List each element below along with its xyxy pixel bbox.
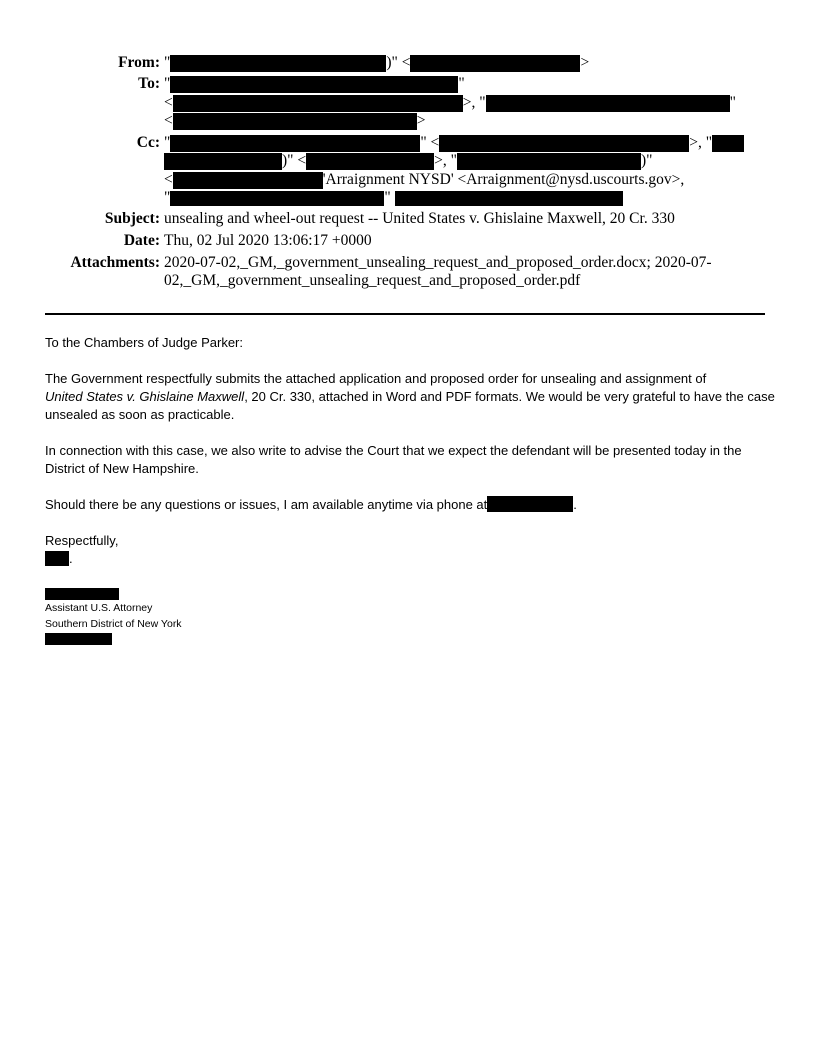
redaction xyxy=(170,76,458,93)
attachments-line1[interactable]: 2020-07-02,_GM,_government_unsealing_request_and_proposed_order.docx; 2020-07- xyxy=(164,254,712,271)
to-value-line3: < > xyxy=(164,112,426,129)
cc-label: Cc: xyxy=(136,134,160,151)
redaction xyxy=(45,633,112,645)
subject-value: unsealing and wheel-out request -- United States v. Ghislaine Maxwell, 20 Cr. 330 xyxy=(164,210,675,227)
closing-text: Respectfully, xyxy=(45,533,119,548)
p1-text-cont: , 20 Cr. 330, attached in Word and PDF formats. We would be very grateful to have the case unsealed as soon as practicable. xyxy=(45,389,775,422)
initials-period: . xyxy=(69,551,73,566)
redaction xyxy=(173,95,463,112)
cc-value-line2: )" < >, " )" xyxy=(164,152,652,170)
redaction xyxy=(487,496,573,512)
redaction xyxy=(173,113,417,130)
greeting xyxy=(45,334,775,352)
date-label: Date: xyxy=(123,232,160,249)
redaction xyxy=(712,135,744,152)
redaction xyxy=(164,153,282,170)
to-value-line1: " " xyxy=(164,75,465,92)
date-value: Thu, 02 Jul 2020 13:06:17 +0000 xyxy=(164,232,372,249)
cc-arraignment: 'Arraignment NYSD' <Arraignment@nysd.uscourts.gov>, xyxy=(322,171,685,188)
p1-case-name: United States v. Ghislaine Maxwell xyxy=(45,389,245,404)
redaction xyxy=(170,191,384,206)
attachments-label: Attachments: xyxy=(70,254,160,271)
p3-period: . xyxy=(573,497,577,512)
redaction xyxy=(457,153,641,170)
signature-title: Assistant U.S. Attorney xyxy=(45,602,153,614)
redaction xyxy=(173,172,323,189)
redaction xyxy=(486,95,730,112)
cc-value-line3: < 'Arraignment NYSD' <Arraignment@nysd.uscourts.gov>, xyxy=(164,171,685,188)
paragraph-3 xyxy=(45,496,775,514)
from-label: From: xyxy=(118,54,160,71)
redaction xyxy=(439,135,689,152)
redaction xyxy=(410,55,580,72)
header-divider xyxy=(45,313,765,315)
attachments-line2[interactable]: 02,_GM,_government_unsealing_request_and_proposed_order.pdf xyxy=(164,272,581,289)
closing xyxy=(45,532,775,550)
from-value: " )" < > xyxy=(164,54,590,71)
p2-text: In connection with this case, we also write to advise the Court that we expect the defendant will be presented today in the District of New Hampshire. xyxy=(45,443,742,476)
redaction xyxy=(395,191,623,206)
paragraph-2 xyxy=(45,442,775,478)
greeting-text: To the Chambers of Judge Parker: xyxy=(45,335,243,350)
cc-value-line4: " " xyxy=(164,189,623,207)
p1-text: The Government respectfully submits the attached application and proposed order for unsealing and assignment of xyxy=(45,371,707,386)
subject-label: Subject: xyxy=(104,210,160,227)
paragraph-1 xyxy=(45,370,775,424)
redaction xyxy=(170,135,420,152)
to-value-line2: < >, " " xyxy=(164,94,736,111)
to-label: To: xyxy=(138,75,160,92)
cc-value-line1: " " < >, " xyxy=(164,134,744,152)
redaction xyxy=(45,588,119,600)
signature-office: Southern District of New York xyxy=(45,618,182,630)
redaction xyxy=(170,55,386,72)
p3-text: Should there be any questions or issues, I am available anytime via phone at xyxy=(45,497,488,512)
redaction xyxy=(306,153,434,170)
redaction xyxy=(45,551,69,566)
